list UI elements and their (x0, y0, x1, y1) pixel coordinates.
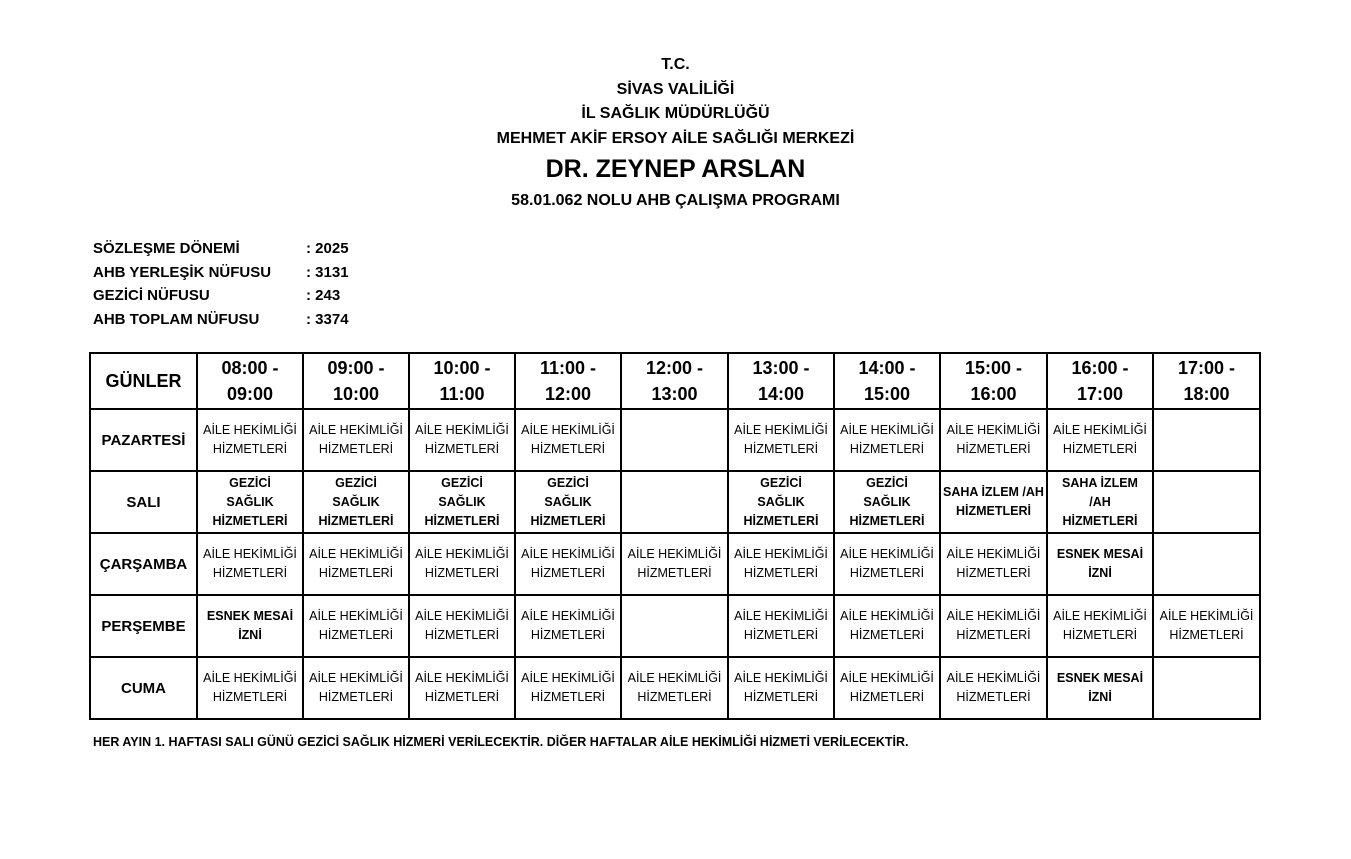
cell-text: AİLE HEKİMLİĞİ (734, 609, 828, 623)
cell-text: HİZMETLERİ (424, 442, 500, 456)
cell-text: AİLE HEKİMLİĞİ (309, 671, 403, 685)
cell-text: AİLE HEKİMLİĞİ (521, 609, 615, 623)
time-slot-line: 08:00 - (221, 358, 279, 378)
schedule-cell (940, 657, 1047, 719)
cell-text: SAĞLIK (438, 494, 486, 509)
schedule-cell (197, 595, 303, 657)
schedule-cell (940, 409, 1047, 471)
time-slot-line: 14:00 (757, 384, 805, 404)
schedule-cell (940, 471, 1047, 533)
cell-text: SAĞLIK (863, 494, 911, 509)
cell-text: AİLE HEKİMLİĞİ (203, 547, 297, 561)
cell-text: HİZMETLERİ (1062, 513, 1138, 528)
header-tc: T.C. (661, 56, 690, 73)
cell-text: AİLE HEKİMLİĞİ (734, 423, 828, 437)
info-label: AHB TOPLAM NÜFUSU (93, 310, 260, 328)
cell-text: AİLE HEKİMLİĞİ (840, 547, 934, 561)
cell-text: AİLE HEKİMLİĞİ (521, 423, 615, 437)
schedule-cell (1153, 471, 1260, 533)
cell-text: AİLE HEKİMLİĞİ (946, 547, 1041, 561)
info-value: : 3374 (306, 310, 349, 328)
schedule-header-row (90, 353, 1260, 409)
schedule-cell (834, 657, 940, 719)
schedule-cell (515, 471, 621, 533)
cell-text: HİZMETLERİ (318, 690, 394, 704)
cell-text: AİLE HEKİMLİĞİ (1159, 609, 1254, 623)
time-slot-line: 17:00 - (1177, 358, 1236, 378)
cell-text: HİZMETLERİ (849, 690, 925, 704)
cell-text: GEZİCİ (866, 475, 908, 490)
cell-text: HİZMETLERİ (318, 442, 394, 456)
schedule-cell (834, 471, 940, 533)
schedule-cell (303, 657, 409, 719)
cell-text: AİLE HEKİMLİĞİ (734, 671, 828, 685)
schedule-cell (197, 471, 303, 533)
schedule-row (90, 471, 1260, 533)
time-slot-line: 16:00 - (1071, 358, 1129, 378)
schedule-row (90, 533, 1260, 595)
cell-text: HİZMETLERİ (956, 504, 1031, 518)
cell-text: İZNİ (1088, 690, 1112, 704)
schedule-cell (940, 533, 1047, 595)
cell-text: AİLE HEKİMLİĞİ (309, 547, 403, 561)
cell-text: HİZMETLERİ (530, 628, 606, 642)
cell-text: AİLE HEKİMLİĞİ (1053, 423, 1147, 437)
time-slot-line: 13:00 - (752, 358, 810, 378)
time-slot-line: 16:00 (970, 384, 1017, 404)
time-slot-header (197, 353, 303, 409)
schedule-cell (1047, 595, 1153, 657)
cell-text: HİZMETLERİ (956, 566, 1031, 580)
schedule-cell (409, 657, 515, 719)
schedule-cell (834, 595, 940, 657)
schedule-row (90, 409, 1260, 471)
day-label: PERŞEMBE (90, 595, 197, 657)
cell-text: AİLE HEKİMLİĞİ (309, 423, 403, 437)
cell-text: HİZMETLERİ (1169, 628, 1244, 642)
cell-text: AİLE HEKİMLİĞİ (627, 671, 722, 685)
info-label: AHB YERLEŞİK NÜFUSU (93, 263, 272, 281)
cell-text: HİZMETLERİ (849, 566, 925, 580)
cell-text: HİZMETLERİ (212, 690, 288, 704)
schedule-cell (515, 409, 621, 471)
cell-text: İZNİ (1088, 566, 1112, 580)
cell-text: GEZİCİ (335, 475, 377, 490)
cell-text: HİZMETLERİ (743, 690, 819, 704)
cell-text: HİZMETLERİ (956, 442, 1031, 456)
schedule-cell (728, 409, 834, 471)
time-slot-line: 17:00 (1076, 384, 1124, 404)
cell-text: HİZMETLERİ (1062, 442, 1138, 456)
time-slot-header (303, 353, 409, 409)
time-slot-line: 15:00 (863, 384, 911, 404)
schedule-cell (197, 533, 303, 595)
cell-text: HİZMETLERİ (956, 628, 1031, 642)
time-slot-line: 14:00 - (858, 358, 916, 378)
cell-text: AİLE HEKİMLİĞİ (415, 547, 509, 561)
cell-text: SAĞLIK (332, 494, 380, 509)
cell-text: HİZMETLERİ (424, 513, 500, 528)
schedule-cell (940, 595, 1047, 657)
schedule-cell (515, 657, 621, 719)
cell-text: AİLE HEKİMLİĞİ (415, 609, 509, 623)
cell-text: AİLE HEKİMLİĞİ (415, 423, 509, 437)
time-slot-line: 12:00 (544, 384, 592, 404)
cell-text: HİZMETLERİ (318, 628, 394, 642)
program-title: 58.01.062 NOLU AHB ÇALIŞMA PROGRAMI (511, 192, 840, 209)
document-header (0, 53, 1351, 214)
cell-text: HİZMETLERİ (530, 513, 606, 528)
schedule-cell (1047, 657, 1153, 719)
schedule-cell (409, 409, 515, 471)
days-header: GÜNLER (90, 353, 197, 409)
cell-text: SAĞLIK (544, 494, 592, 509)
cell-text: GEZİCİ (760, 475, 802, 490)
schedule-cell (1153, 595, 1260, 657)
schedule-cell (621, 595, 728, 657)
schedule-cell (409, 595, 515, 657)
schedule-cell (197, 409, 303, 471)
cell-text: HİZMETLERİ (743, 628, 819, 642)
cell-text: AİLE HEKİMLİĞİ (521, 671, 615, 685)
time-slot-header (409, 353, 515, 409)
cell-text: AİLE HEKİMLİĞİ (946, 423, 1041, 437)
cell-text: HİZMETLERİ (849, 513, 925, 528)
info-row (93, 261, 349, 285)
cell-text: AİLE HEKİMLİĞİ (734, 547, 828, 561)
time-slot-line: 10:00 - (433, 358, 491, 378)
cell-text: HİZMETLERİ (849, 442, 925, 456)
time-slot-header (834, 353, 940, 409)
schedule-cell (1153, 533, 1260, 595)
cell-text: AİLE HEKİMLİĞİ (946, 671, 1041, 685)
cell-text: ESNEK MESAİ (1056, 547, 1144, 561)
cell-text: HİZMETLERİ (530, 690, 606, 704)
cell-text: HİZMETLERİ (318, 513, 394, 528)
time-slot-header (621, 353, 728, 409)
day-label: CUMA (90, 657, 197, 719)
schedule-table (89, 352, 1261, 720)
time-slot-line: 13:00 (651, 384, 698, 404)
schedule-cell (728, 657, 834, 719)
cell-text: AİLE HEKİMLİĞİ (840, 671, 934, 685)
time-slot-header (515, 353, 621, 409)
time-slot-header (1047, 353, 1153, 409)
cell-text: GEZİCİ (229, 475, 271, 490)
cell-text: AİLE HEKİMLİĞİ (840, 423, 934, 437)
schedule-cell (1047, 409, 1153, 471)
cell-text: AİLE HEKİMLİĞİ (840, 609, 934, 623)
time-slot-header (940, 353, 1047, 409)
cell-text: AİLE HEKİMLİĞİ (415, 671, 509, 685)
cell-text: HİZMETLERİ (424, 566, 500, 580)
cell-text: SAHA İZLEM /AH (1062, 475, 1138, 509)
schedule-cell (621, 533, 728, 595)
cell-text: AİLE HEKİMLİĞİ (203, 423, 297, 437)
day-label: SALI (90, 471, 197, 533)
cell-text: HİZMETLERİ (849, 628, 925, 642)
schedule-body (90, 409, 1260, 719)
cell-text: HİZMETLERİ (743, 442, 819, 456)
cell-text: AİLE HEKİMLİĞİ (521, 547, 615, 561)
cell-text: HİZMETLERİ (637, 566, 712, 580)
day-label: ÇARŞAMBA (90, 533, 197, 595)
time-slot-line: 15:00 - (964, 358, 1023, 378)
info-block (93, 237, 349, 331)
cell-text: GEZİCİ (441, 475, 483, 490)
info-value: : 243 (306, 287, 341, 304)
schedule-cell (515, 595, 621, 657)
time-slot-line: 10:00 (332, 384, 380, 404)
cell-text: HİZMETLERİ (212, 566, 288, 580)
info-label: SÖZLEŞME DÖNEMİ (93, 240, 240, 257)
schedule-cell (1153, 409, 1260, 471)
schedule-cell (515, 533, 621, 595)
header-health-directorate: İL SAĞLIK MÜDÜRLÜĞÜ (581, 105, 770, 122)
cell-text: HİZMETLERİ (212, 442, 288, 456)
header-health-center: MEHMET AKİF ERSOY AİLE SAĞLIĞI MERKEZİ (496, 129, 855, 147)
schedule-cell (409, 471, 515, 533)
schedule-cell (303, 595, 409, 657)
info-value: : 3131 (306, 263, 349, 281)
time-slot-line: 12:00 - (645, 358, 704, 378)
time-slot-header (1153, 353, 1260, 409)
schedule-cell (621, 657, 728, 719)
schedule-cell (1047, 471, 1153, 533)
cell-text: AİLE HEKİMLİĞİ (1053, 609, 1147, 623)
day-label: PAZARTESİ (90, 409, 197, 471)
cell-text: SAĞLIK (226, 494, 274, 509)
cell-text: ESNEK MESAİ (206, 609, 294, 623)
footnote: HER AYIN 1. HAFTASI SALI GÜNÜ GEZİCİ SAĞLIK HİZMERİ VERİLECEKTİR. DİĞER HAFTALAR AİLE HEKİMLİĞİ HİZMETİ VERİLECEKTİR. (93, 735, 909, 749)
doctor-name: DR. ZEYNEP ARSLAN (545, 155, 806, 183)
schedule-cell (1153, 657, 1260, 719)
cell-text: AİLE HEKİMLİĞİ (627, 547, 722, 561)
cell-text: HİZMETLERİ (530, 442, 606, 456)
cell-text: HİZMETLERİ (1062, 628, 1138, 642)
cell-text: SAHA İZLEM /AH (943, 485, 1044, 499)
header-governorship: SİVAS VALİLİĞİ (616, 80, 735, 98)
schedule-row (90, 595, 1260, 657)
cell-text: AİLE HEKİMLİĞİ (309, 609, 403, 623)
schedule-cell (409, 533, 515, 595)
cell-text: SAĞLIK (757, 494, 805, 509)
schedule-cell (834, 533, 940, 595)
cell-text: HİZMETLERİ (318, 566, 394, 580)
schedule-row (90, 657, 1260, 719)
schedule-cell (303, 533, 409, 595)
cell-text: HİZMETLERİ (956, 690, 1031, 704)
time-slot-line: 18:00 (1183, 384, 1230, 404)
time-slot-line: 11:00 - (539, 358, 597, 378)
cell-text: HİZMETLERİ (743, 513, 819, 528)
cell-text: GEZİCİ (547, 475, 589, 490)
schedule-cell (728, 471, 834, 533)
cell-text: İZNİ (238, 628, 262, 642)
schedule-cell (1047, 533, 1153, 595)
info-row (93, 237, 349, 261)
schedule-cell (728, 595, 834, 657)
schedule-cell (834, 409, 940, 471)
cell-text: AİLE HEKİMLİĞİ (203, 671, 297, 685)
schedule-cell (197, 657, 303, 719)
time-slot-line: 09:00 (226, 384, 274, 404)
cell-text: HİZMETLERİ (637, 690, 712, 704)
cell-text: HİZMETLERİ (424, 690, 500, 704)
cell-text: AİLE HEKİMLİĞİ (946, 609, 1041, 623)
time-slot-header (728, 353, 834, 409)
cell-text: HİZMETLERİ (212, 513, 288, 528)
cell-text: ESNEK MESAİ (1056, 671, 1144, 685)
cell-text: HİZMETLERİ (530, 566, 606, 580)
schedule-cell (303, 471, 409, 533)
info-row (93, 284, 349, 308)
schedule-cell (303, 409, 409, 471)
info-value: : 2025 (306, 240, 349, 257)
schedule-cell (621, 409, 728, 471)
info-label: GEZİCİ NÜFUSU (93, 287, 210, 304)
info-row (93, 308, 349, 332)
time-slot-line: 09:00 - (327, 358, 385, 378)
time-slot-line: 11:00 (439, 384, 485, 404)
schedule-cell (728, 533, 834, 595)
cell-text: HİZMETLERİ (424, 628, 500, 642)
schedule-cell (621, 471, 728, 533)
cell-text: HİZMETLERİ (743, 566, 819, 580)
